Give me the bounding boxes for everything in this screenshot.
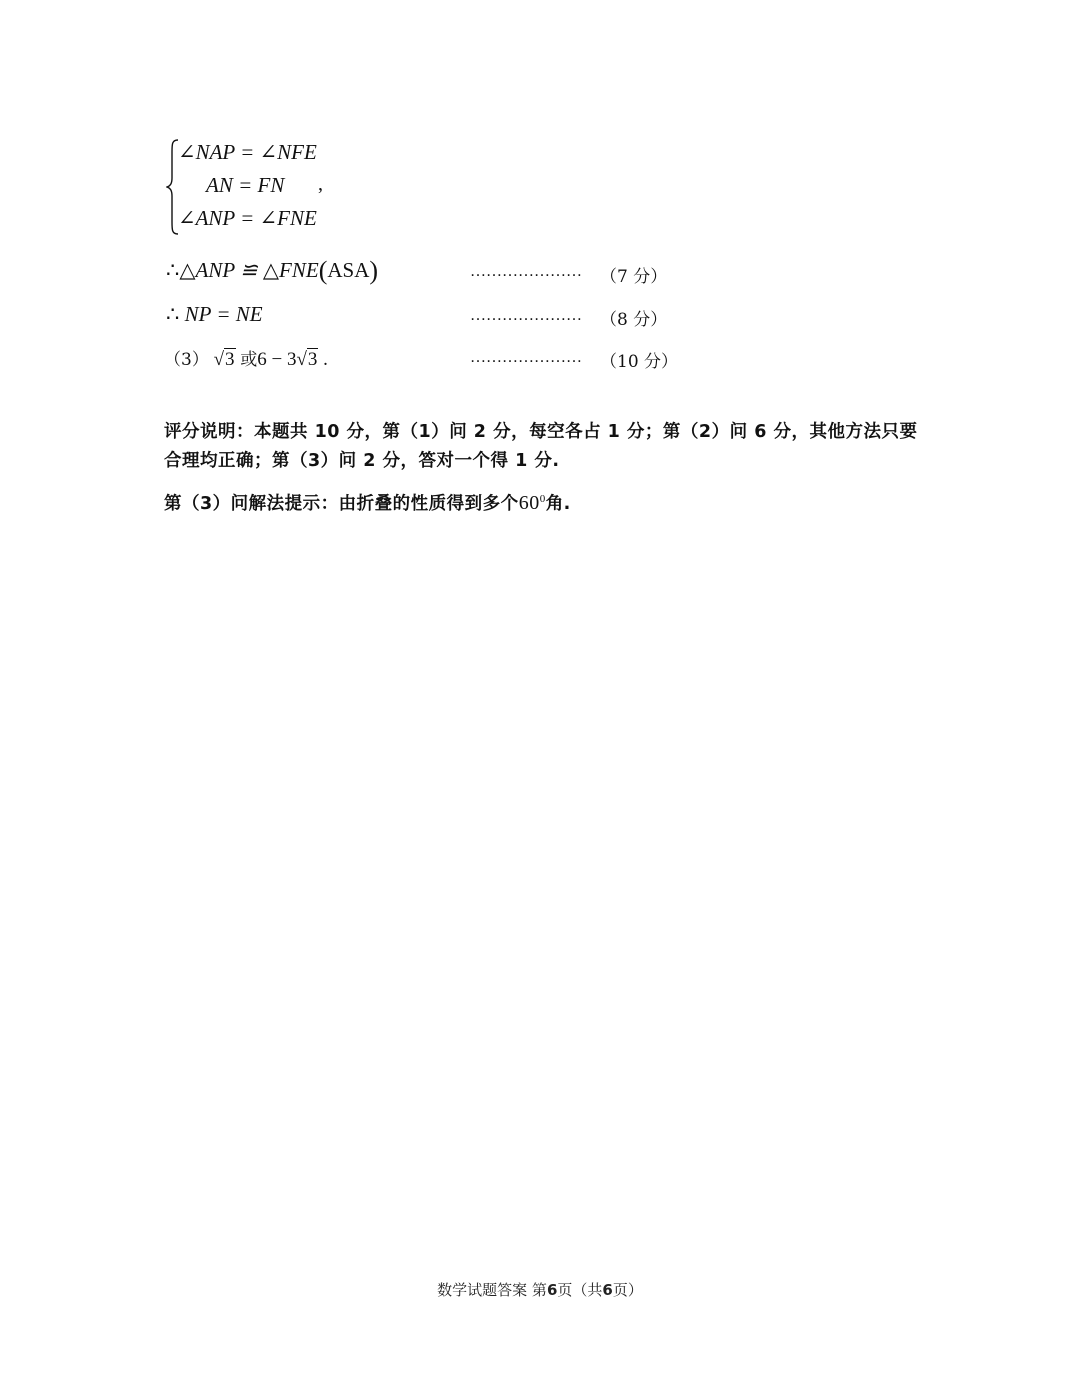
part3-answer [164,345,328,371]
angle-value: 60 [518,492,540,514]
score-8: （8 分） [600,310,668,330]
sqrt-3-second: √3 [296,349,318,370]
congruence-reason: ASA [327,258,370,282]
or-word: 或 [240,350,258,370]
score-7: （7 分） [600,267,668,287]
therefore-symbol: ∴ [166,258,180,282]
equation-line-2: AN = FN [206,173,285,197]
hint-text: 第（3）问解法提示：由折叠的性质得到多个 [164,494,519,514]
part3-label: （3） [164,350,209,370]
sqrt-3-first: √3 [213,349,235,370]
footer-prefix: 数学试题答案 第 [437,1281,547,1299]
page-footer [0,1279,1080,1300]
answer-part2-lead: 6 − 3 [257,349,297,370]
congruence-expression: △ANP ≌ △FNE [179,258,319,282]
score-10: （10 分） [600,352,679,372]
equation-line-1: ∠NAP = ∠NFE [178,140,317,164]
dot-leader-2: ………………… [470,307,582,324]
solution-hint [164,490,571,515]
footer-total-pages: 6 [602,1281,613,1299]
answer-period: . [323,349,328,370]
equation-system [166,138,366,238]
therefore-symbol: ∴ [166,302,180,326]
dot-leader-1: ………………… [470,263,582,280]
grading-note-line-1: 评分说明：本题共 10 分，第（1）问 2 分，每空各占 1 分；第（2）问 6 分，其他方法只要 [164,422,918,442]
np-ne-statement [166,302,263,327]
footer-middle: 页（共 [557,1281,603,1299]
system-comma: , [318,173,323,195]
angle-degree: 0 [539,493,546,506]
hint-text-end: 角. [545,494,571,514]
footer-suffix: 页） [612,1281,643,1299]
dot-leader-3: ………………… [470,349,582,366]
congruence-statement: ∴△ANP ≌ △FNE(ASA) [166,256,379,285]
equation-line-3: ∠ANP = ∠FNE [178,206,317,230]
footer-page-number: 6 [546,1281,558,1299]
grading-note-line-2: 合理均正确；第（3）问 2 分，答对一个得 1 分. [164,451,560,471]
np-ne-expression: NP = NE [184,302,263,326]
